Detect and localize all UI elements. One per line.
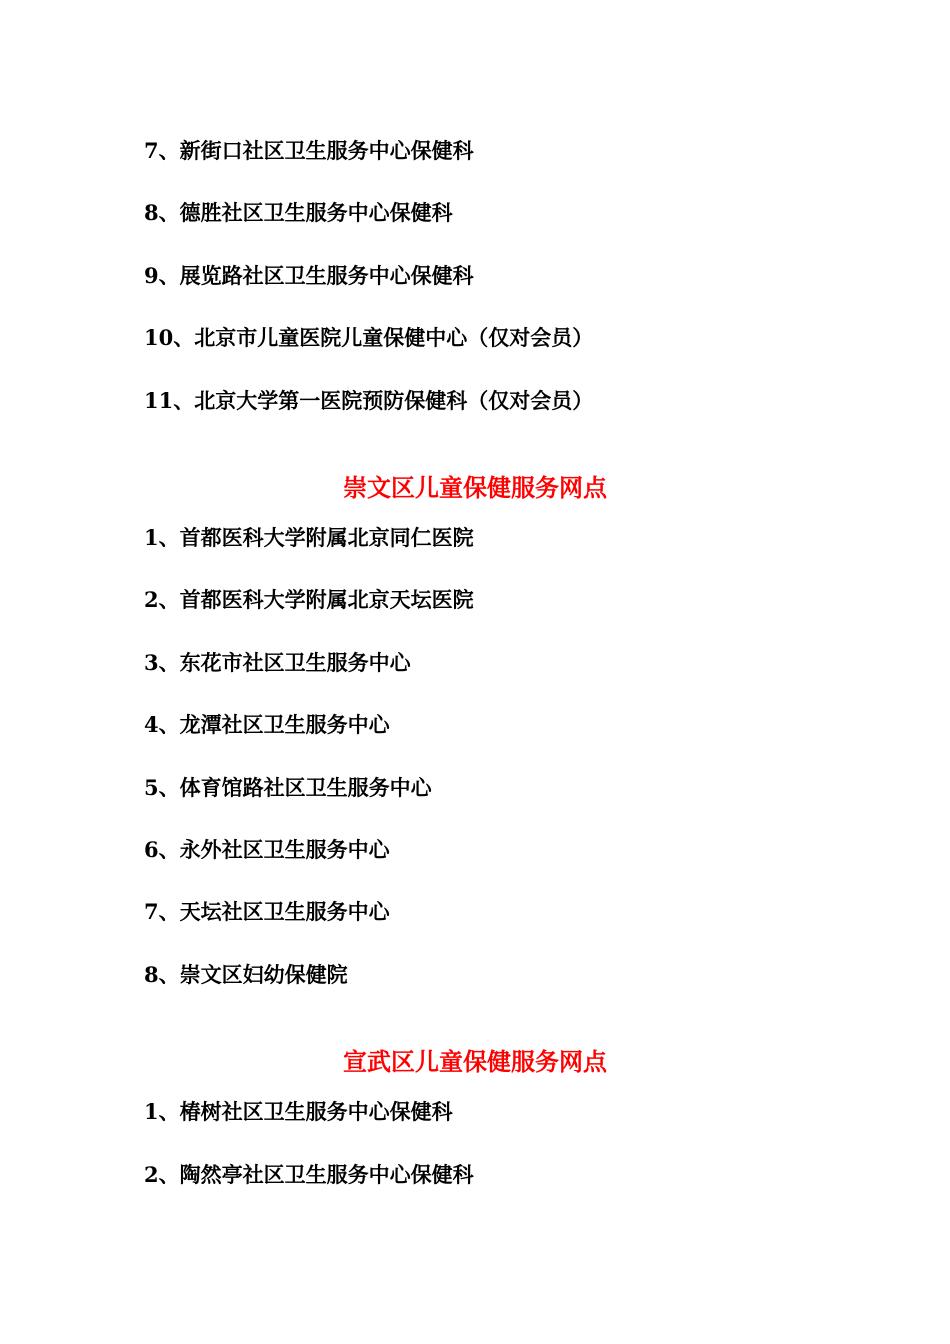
- list-item: 7、新街口社区卫生服务中心保健科: [144, 138, 474, 163]
- list-item: 1、首都医科大学附属北京同仁医院: [144, 525, 474, 550]
- list-item: 4、龙潭社区卫生服务中心: [144, 712, 390, 737]
- list-item: 6、永外社区卫生服务中心: [144, 837, 390, 862]
- list-item: 2、陶然亭社区卫生服务中心保健科: [144, 1162, 474, 1187]
- list-item: 2、首都医科大学附属北京天坛医院: [144, 587, 474, 612]
- list-item: 8、德胜社区卫生服务中心保健科: [144, 200, 453, 225]
- list-item: 5、体育馆路社区卫生服务中心: [144, 775, 432, 800]
- list-item: 10、北京市儿童医院儿童保健中心（仅对会员）: [144, 325, 594, 350]
- list-item: 11、北京大学第一医院预防保健科（仅对会员）: [144, 388, 594, 413]
- list-item: 8、崇文区妇幼保健院: [144, 962, 348, 987]
- list-item: 7、天坛社区卫生服务中心: [144, 899, 390, 924]
- section-heading-xuanwu: 宣武区儿童保健服务网点: [343, 1047, 607, 1076]
- section-heading-chongwen: 崇文区儿童保健服务网点: [343, 473, 607, 502]
- list-item: 9、展览路社区卫生服务中心保健科: [144, 263, 474, 288]
- list-item: 3、东花市社区卫生服务中心: [144, 650, 411, 675]
- list-item: 1、椿树社区卫生服务中心保健科: [144, 1099, 453, 1124]
